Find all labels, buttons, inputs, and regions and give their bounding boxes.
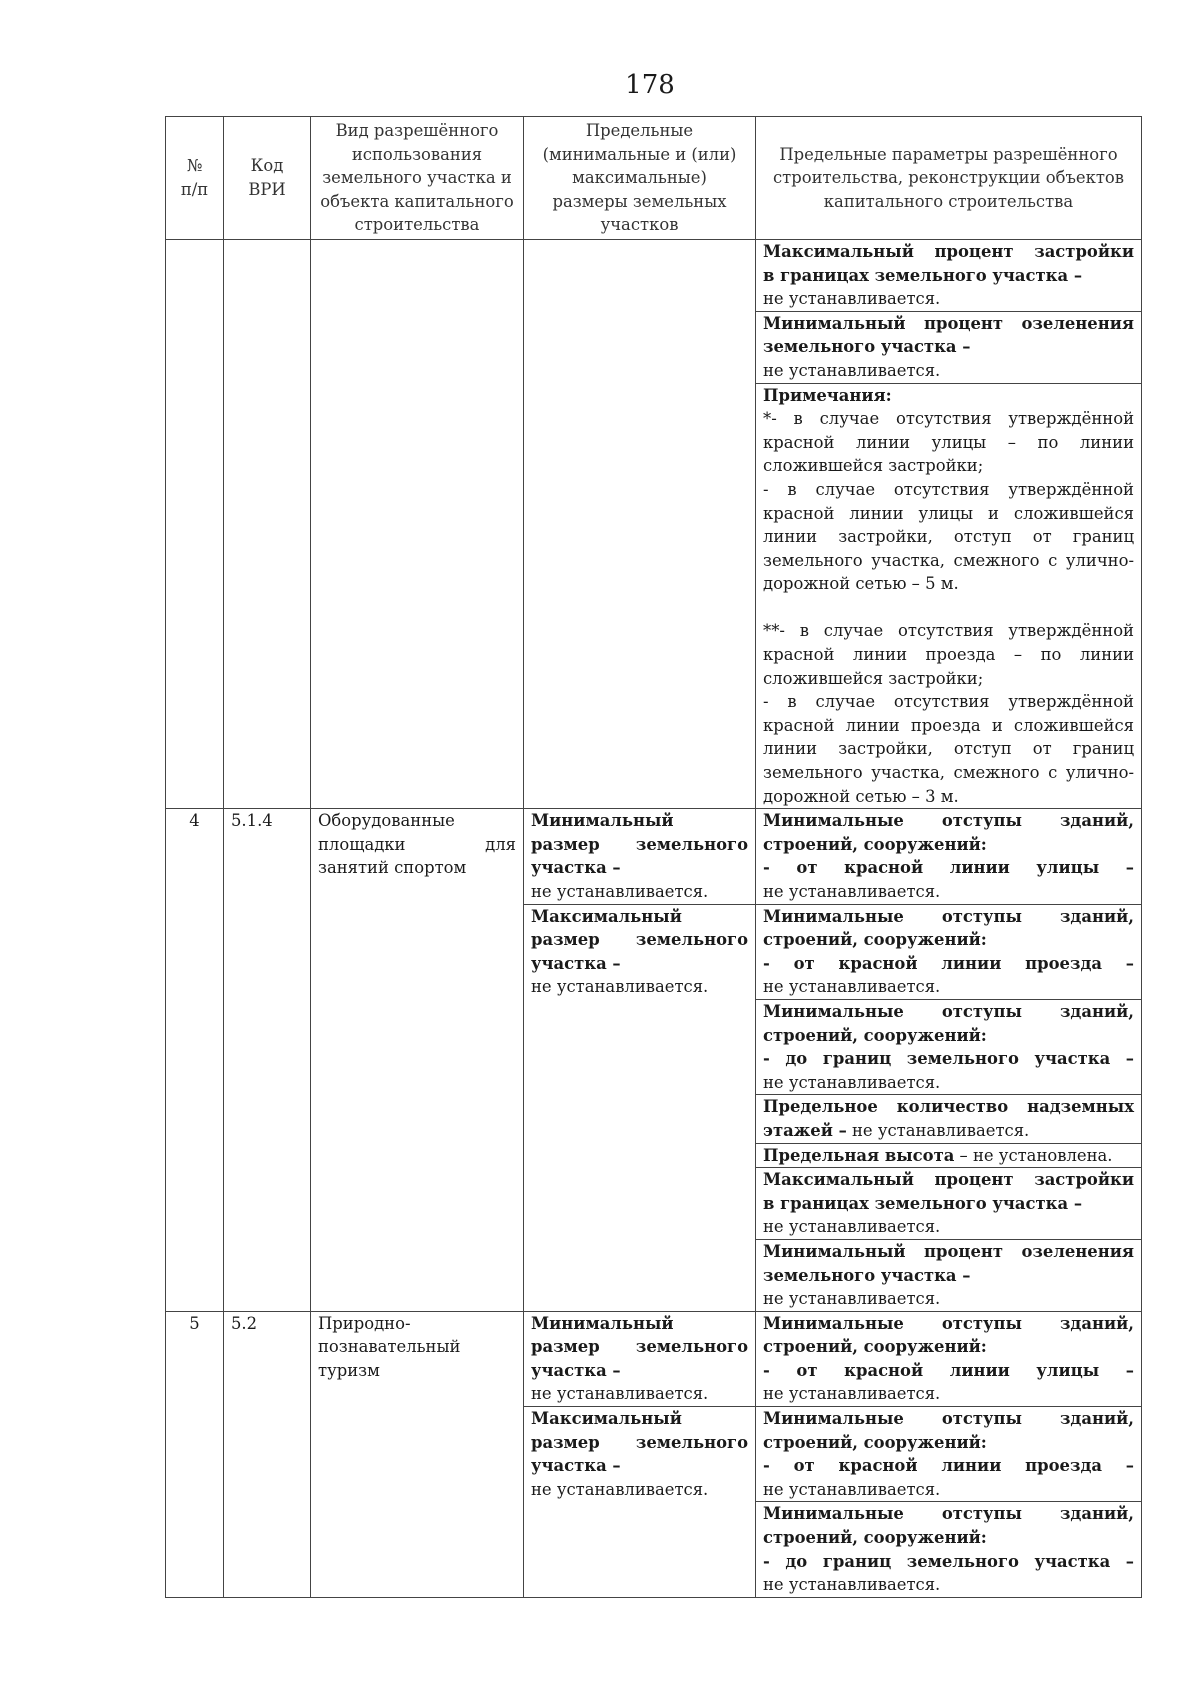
param-cell: Максимальный процент застройки в границах земельного участка – не устанавливается. [756,1168,1142,1240]
min-size-cell: Минимальный размер земельного участка – не устанавливается. [524,809,756,904]
table-row [166,809,1142,904]
row-number: 5 [166,1311,224,1597]
zoning-table [165,116,1142,1598]
param-cell: Предельная высота – не установлена. [756,1143,1142,1168]
max-size-cell: Максимальный размер земельного участка – не устанавливается. [524,1407,756,1598]
param-cell: Минимальные отступы зданий, строений, сооружений: - до границ земельного участка – не устанавливается. [756,999,1142,1094]
param-cell: Минимальный процент озеленения земельного участка – не устанавливается. [756,1239,1142,1311]
page-number: 178 [625,70,675,100]
max-size-cell: Максимальный размер земельного участка – не устанавливается. [524,904,756,1311]
row-code: 5.1.4 [224,809,311,1311]
param-cell: Максимальный процент застройки в границах земельного участка – не устанавливается. [756,239,1142,311]
min-size-cell: Минимальный размер земельного участка – не устанавливается. [524,1311,756,1406]
param-cell: Минимальные отступы зданий, строений, сооружений: - до границ земельного участка – не устанавливается. [756,1502,1142,1597]
param-cell: Минимальные отступы зданий, строений, сооружений: - от красной линии улицы – не устанавливается. [756,809,1142,904]
table-row [166,1311,1142,1406]
param-cell: Предельное количество надземных этажей – не устанавливается. [756,1095,1142,1143]
notes-cell: Примечания: *- в случае отсутствия утверждённой красной линии улицы – по линии сложившейся застройки; - в случае отсутствия утверждённой красной линии улицы и сложившейся линии застройки, отступ от границ земельного участка, смежного с улично- дорожной сетью – 5 м. **- в случае отсутствия утверждённой красной линии проезда – по линии сложившейся застройки; - в случае отсутствия утверждённой красной линии проезда и сложившейся линии застройки, отступ от границ земельного участка, смежного с улично- дорожной сетью – 3 м. [756,383,1142,809]
row-use-kind: Оборудованные площадки для занятий спортом [311,809,524,1311]
row-code: 5.2 [224,1311,311,1597]
header-plot-sizes: Предельные (минимальные и (или) максимальные) размеры земельных участков [524,117,756,240]
header-number: № п/п [166,117,224,240]
param-cell: Минимальные отступы зданий, строений, сооружений: - от красной линии улицы – не устанавливается. [756,1311,1142,1406]
row-number: 4 [166,809,224,1311]
param-cell: Минимальные отступы зданий, строений, сооружений: - от красной линии проезда – не устанавливается. [756,1407,1142,1502]
table-header-row [166,117,1142,240]
param-cell: Минимальные отступы зданий, строений, сооружений: - от красной линии проезда – не устанавливается. [756,904,1142,999]
table-row [166,239,1142,311]
header-use-kind: Вид разрешённого использования земельного участка и объекта капитального строительства [311,117,524,240]
row-use-kind: Природно- познавательный туризм [311,1311,524,1597]
param-cell: Минимальный процент озеленения земельного участка – не устанавливается. [756,311,1142,383]
header-build-params: Предельные параметры разрешённого строительства, реконструкции объектов капитального строительства [756,117,1142,240]
header-code: Код ВРИ [224,117,311,240]
